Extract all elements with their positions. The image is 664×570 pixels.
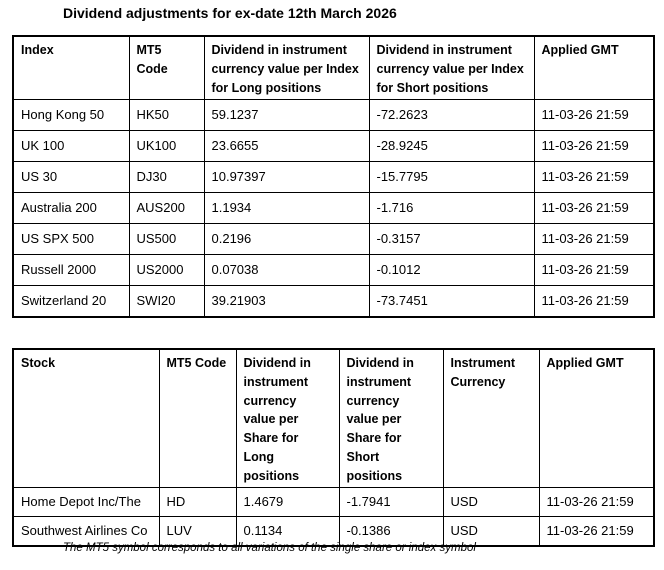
header-row	[13, 349, 654, 488]
table-cell: US500	[129, 224, 204, 255]
table-cell: Australia 200	[13, 193, 129, 224]
column-header: Stock	[13, 349, 159, 488]
table-cell: 11-03-26 21:59	[539, 488, 654, 517]
table-cell: 11-03-26 21:59	[534, 286, 654, 317]
table-cell: -1.716	[369, 193, 534, 224]
stock-dividends-table	[12, 348, 655, 547]
table-cell: Southwest Airlines Co	[13, 517, 159, 546]
table-cell: USD	[443, 517, 539, 546]
table-cell: UK100	[129, 131, 204, 162]
table-row	[13, 224, 654, 255]
table-cell: 11-03-26 21:59	[534, 162, 654, 193]
table-row	[13, 100, 654, 131]
table-cell: -1.7941	[339, 488, 443, 517]
table-cell: US 30	[13, 162, 129, 193]
table-cell: US SPX 500	[13, 224, 129, 255]
column-header: Dividend in instrument currency value per Index for Short positions	[369, 36, 534, 100]
table-row	[13, 162, 654, 193]
table-cell: 11-03-26 21:59	[534, 224, 654, 255]
table-cell: -0.3157	[369, 224, 534, 255]
table-cell: 11-03-26 21:59	[534, 255, 654, 286]
table-cell: 11-03-26 21:59	[539, 517, 654, 546]
table-row	[13, 488, 654, 517]
table-cell: 10.97397	[204, 162, 369, 193]
table-cell: 11-03-26 21:59	[534, 193, 654, 224]
table-row	[13, 193, 654, 224]
table-cell: Hong Kong 50	[13, 100, 129, 131]
table-cell: 0.2196	[204, 224, 369, 255]
table-cell: Russell 2000	[13, 255, 129, 286]
column-header: MT5 Code	[159, 349, 236, 488]
table-cell: SWI20	[129, 286, 204, 317]
table-row	[13, 286, 654, 317]
table-cell: Home Depot Inc/The	[13, 488, 159, 517]
footnote-text: The MT5 symbol corresponds to all variations of the single share or index symbol	[63, 542, 476, 554]
index-dividends-table	[12, 35, 655, 318]
table-cell: LUV	[159, 517, 236, 546]
column-header: MT5 Code	[129, 36, 204, 100]
table-cell: -72.2623	[369, 100, 534, 131]
column-header: Dividend in instrument currency value per Share for Long positions	[236, 349, 339, 488]
table-row	[13, 255, 654, 286]
table-cell: 0.1134	[236, 517, 339, 546]
table-cell: 0.07038	[204, 255, 369, 286]
table-cell: -73.7451	[369, 286, 534, 317]
table-cell: -28.9245	[369, 131, 534, 162]
table-cell: USD	[443, 488, 539, 517]
table-cell: HD	[159, 488, 236, 517]
table-cell: -15.7795	[369, 162, 534, 193]
table-cell: AUS200	[129, 193, 204, 224]
column-header: Instrument Currency	[443, 349, 539, 488]
column-header: Applied GMT	[534, 36, 654, 100]
header-row	[13, 36, 654, 100]
table-cell: 23.6655	[204, 131, 369, 162]
column-header: Dividend in instrument currency value per Index for Long positions	[204, 36, 369, 100]
table-cell: US2000	[129, 255, 204, 286]
table-cell: DJ30	[129, 162, 204, 193]
table-cell: HK50	[129, 100, 204, 131]
table-cell: 59.1237	[204, 100, 369, 131]
table-cell: 1.1934	[204, 193, 369, 224]
column-header: Index	[13, 36, 129, 100]
table-cell: 39.21903	[204, 286, 369, 317]
column-header: Applied GMT	[539, 349, 654, 488]
table-cell: UK 100	[13, 131, 129, 162]
table-cell: 11-03-26 21:59	[534, 100, 654, 131]
table-cell: -0.1012	[369, 255, 534, 286]
table-cell: Switzerland 20	[13, 286, 129, 317]
table-cell: 1.4679	[236, 488, 339, 517]
table-row	[13, 131, 654, 162]
column-header: Dividend in instrument currency value per Share for Short positions	[339, 349, 443, 488]
page-title: Dividend adjustments for ex-date 12th March 2026	[63, 5, 397, 21]
table-cell: 11-03-26 21:59	[534, 131, 654, 162]
table-cell: -0.1386	[339, 517, 443, 546]
